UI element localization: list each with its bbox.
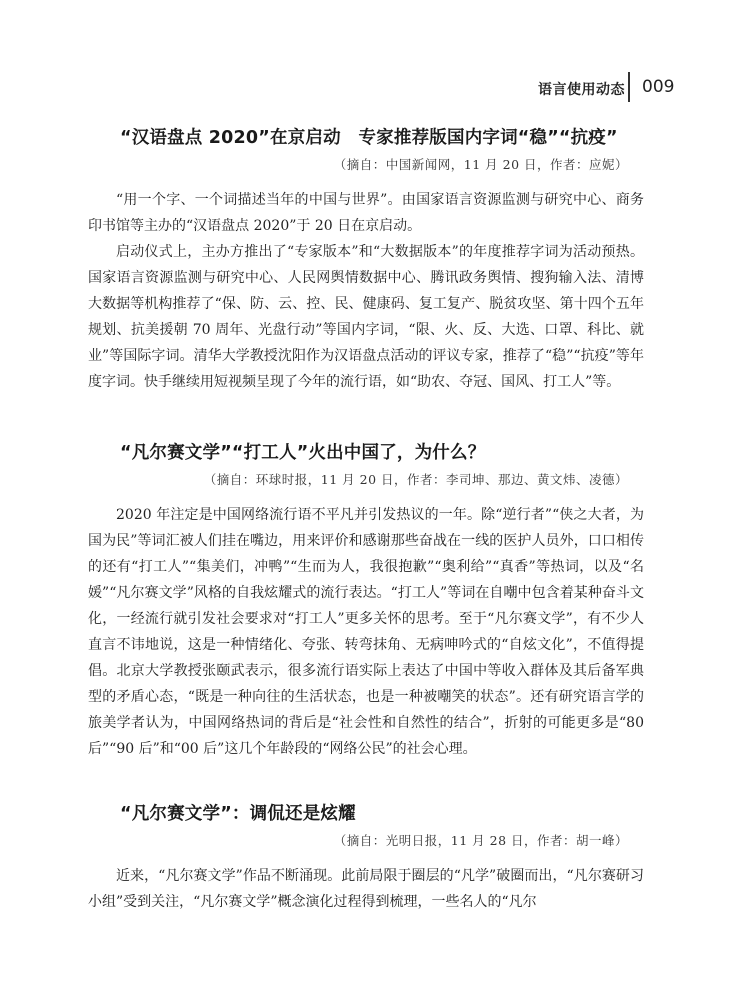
article-1-paragraph-2: 启动仪式上，主办方推出了“专家版本”和“大数据版本”的年度推荐字词为活动预热。国家语言资源监测与研究中心、人民网舆情数据中心、腾讯政务舆情、搜狗输入法、清博大数据等机构推荐了“保、防、云、控、民、健康码、复工复产、脱贫攻坚、第十四个五年规划、抗美援朝 70 周年、光盘行动”等国内字词，“限、火、反、大选、口罩、科比、就业”等国际字词。清华大学教授沈阳作为汉语盘点活动的评议专家，推荐了“稳”“抗疫”等年度字词。快手继续用短视频呈现了今年的流行语，如“助农、夺冠、国风、打工人”等。 (88, 244, 644, 390)
article-3-paragraph-1: 近来，“凡尔赛文学”作品不断涌现。此前局限于圈层的“凡学”破圈而出，“凡尔赛研习小组”受到关注，“凡尔赛文学”概念演化过程得到梳理，一些名人的“凡尔 (88, 868, 644, 910)
article-1-body (88, 187, 644, 395)
article-1 (88, 124, 644, 395)
article-1-source: （摘自：中国新闻网，11 月 20 日，作者：应妮） (333, 157, 628, 172)
article-2-source: （摘自：环球时报，11 月 20 日，作者：李司坤、那边、黄文炜、凌德） (203, 472, 628, 487)
article-2-paragraph-1: 2020 年注定是中国网络流行语不平凡并引发热议的一年。除“逆行者”“侠之大者，为国为民”等词汇被人们挂在嘴边，用来评价和感谢那些奋战在一线的医护人员外，口口相传的还有“打工人”“集美们，冲鸭”“生而为人，我很抱歉”“奥利给”“真香”等热词，以及“名媛”“凡尔赛文学”风格的自我炫耀式的流行表达。“打工人”等词在自嘲中包含着某种奋斗文化，一经流行就引发社会要求对“打工人”更多关怀的思考。至于“凡尔赛文学”，有不少人直言不讳地说，这是一种情绪化、夸张、转弯抹角、无病呻吟式的“自炫文化”，不值得提倡。北京大学教授张颐武表示，很多流行语实际上表达了中国中等收入群体及其后备军典型的矛盾心态，“既是一种向往的生活状态，也是一种被嘲笑的状态”。还有研究语言学的旅美学者认为，中国网络热词的背后是“社会性和自然性的结合”，折射的可能更多是“80 后”“90 后”和“00 后”这几个年龄段的“网络公民”的社会心理。 (88, 507, 644, 757)
header-divider (628, 72, 630, 102)
article-2-title: “凡尔赛文学”“打工人”火出中国了，为什么？ (120, 443, 486, 463)
article-3-source: （摘自：光明日报，11 月 28 日，作者：胡一峰） (333, 833, 628, 848)
article-3-title: “凡尔赛文学”：调侃还是炫耀 (120, 804, 356, 824)
article-1-paragraph-1: “用一个字、一个词描述当年的中国与世界”。由国家语言资源监测与研究中心、商务印书馆等主办的“汉语盘点 2020”于 20 日在京启动。 (88, 192, 644, 234)
article-2 (88, 439, 644, 762)
page-number: 009 (642, 77, 675, 97)
running-header-section-title: 语言使用动态 (538, 82, 625, 98)
article-1-title: “汉语盘点 2020”在京启动 专家推荐版国内字词“稳”“抗疫” (120, 128, 618, 148)
article-3-body (88, 863, 644, 915)
article-3 (88, 800, 644, 915)
article-2-body (88, 502, 644, 762)
